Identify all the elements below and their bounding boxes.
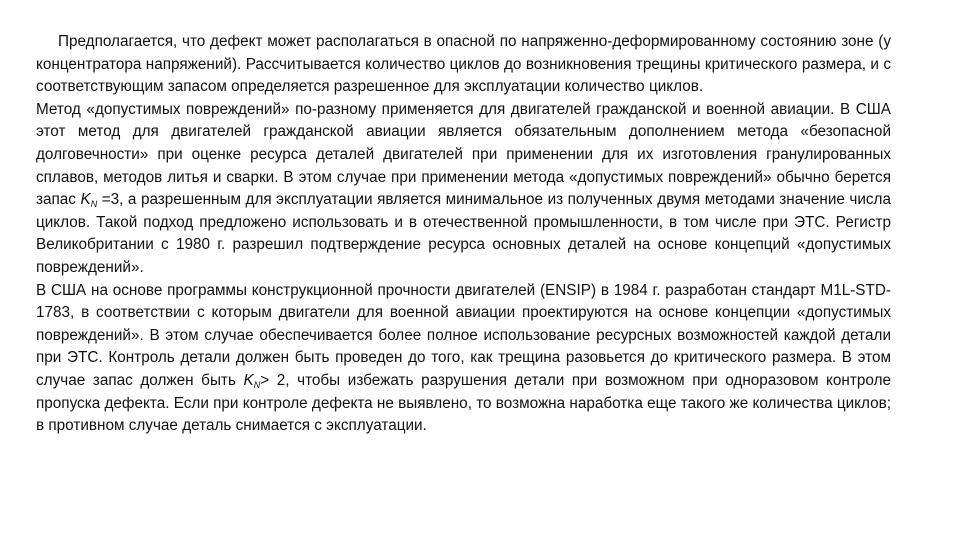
paragraph-intro xyxy=(36,31,891,99)
safety-factor-subscript-2: N xyxy=(253,379,261,390)
safety-factor-symbol xyxy=(80,191,97,208)
paragraph-ensip-text-start: В США на основе программы конструкционной прочности двигателей (ENSIP) в 1984 г. разработан стандарт M1L-STD-1783, в соответствии с которым двигатели для военной авиации проектируются на основе концепции «допустимых повреждений». В этом случае обеспечивается более полное использование ресурсных возможностей каждой детали при ЭТС. Контроль детали должен быть проведен до того, как трещина разовьется до критического размера. В этом случае запас должен быть xyxy=(36,281,891,389)
paragraph-method-text-end: =3, а разрешенным для эксплуатации является минимальное из полученных двумя методами значение числа циклов. Такой подход предложено использовать и в отечественной промышленности, в том числе при ЭТС. Регистр Великобритании с 1980 г. разрешил подтверждение ресурса основных деталей на основе концепций «допустимых повреждений». xyxy=(36,191,891,276)
paragraph-ensip-text-end: > 2, чтобы избежать разрушения детали при возможном при одноразовом контроле пропуска дефекта. Если при контроле дефекта не выявлено, то возможна наработка еще такого же количества циклов; в противном случае деталь снимается с эксплуатации. xyxy=(36,371,891,435)
safety-factor-symbol-2 xyxy=(244,372,261,389)
safety-factor-letter-2: K xyxy=(243,371,254,389)
safety-factor-letter: K xyxy=(80,191,91,209)
paragraph-method-text-start: Метод «допустимых повреждений» по-разному применяется для двигателей гражданской и военной авиации. В США этот метод для двигателей гражданской авиации является обязательным дополнением метода «безопасной долговечности» при оценке ресурса деталей двигателей при применении для их изготовления гранулированных сплавов, методов литья и сварки. В этом случае при применении метода «допустимых повреждений» обычно берется запас xyxy=(36,100,891,209)
paragraph-ensip xyxy=(36,280,891,438)
paragraph-method xyxy=(36,99,891,280)
safety-factor-subscript: N xyxy=(90,199,98,210)
paragraph-intro-text: Предполагается, что дефект может располагаться в опасной по напряженно-деформированному состоянию зоне (у концентратора напряжений). Рассчитывается количество циклов до возникновения трещины критического размера, и с соответствующим запасом определяется разрешенное для эксплуатации количество циклов. xyxy=(36,33,891,96)
text-body xyxy=(36,31,891,438)
